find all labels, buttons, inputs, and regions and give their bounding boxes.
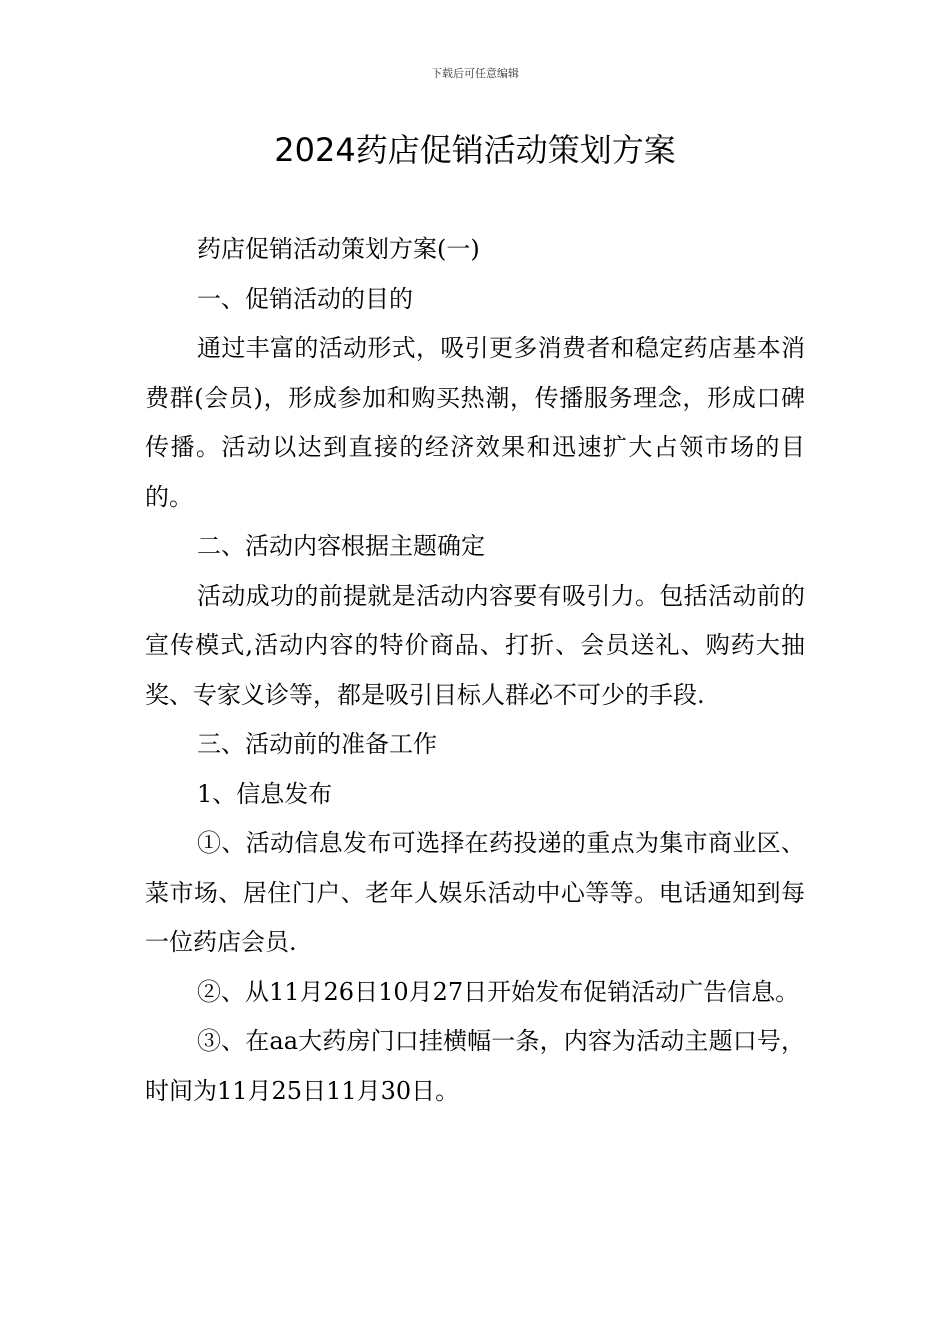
document-title: 2024药店促销活动策划方案 bbox=[274, 131, 676, 169]
list-item-1: ①、活动信息发布可选择在药投递的重点为集市商业区、菜市场、居住门户、老年人娱乐活动中心等等。电话通知到每一位药店会员. bbox=[145, 829, 805, 956]
paragraph-content: 活动成功的前提就是活动内容要有吸引力。包括活动前的宣传模式,活动内容的特价商品、打折、会员送礼、购药大抽奖、专家义诊等，都是吸引目标人群必不可少的手段. bbox=[145, 581, 805, 709]
heading-preparation: 三、活动前的准备工作 bbox=[197, 730, 437, 758]
subheading-info-release: 1、信息发布 bbox=[197, 779, 333, 808]
list-item-3: ③、在aa大药房门口挂横幅一条，内容为活动主题口号，时间为11月25日11月30日。 bbox=[145, 1027, 805, 1105]
paragraph-section-title: 药店促销活动策划方案(一) bbox=[197, 235, 480, 263]
header-note: 下载后可任意编辑 bbox=[431, 67, 519, 80]
heading-purpose: 一、促销活动的目的 bbox=[197, 284, 413, 313]
paragraph-purpose: 通过丰富的活动形式，吸引更多消费者和稳定药店基本消费群(会员)，形成参加和购买热潮，传播服务理念，形成口碑传播。活动以达到直接的经济效果和迅速扩大占领市场的目的。 bbox=[145, 334, 805, 511]
heading-content: 二、活动内容根据主题确定 bbox=[197, 532, 485, 560]
document-body bbox=[145, 225, 805, 1116]
list-item-2: ②、从11月26日10月27日开始发布促销活动广告信息。 bbox=[197, 977, 800, 1006]
